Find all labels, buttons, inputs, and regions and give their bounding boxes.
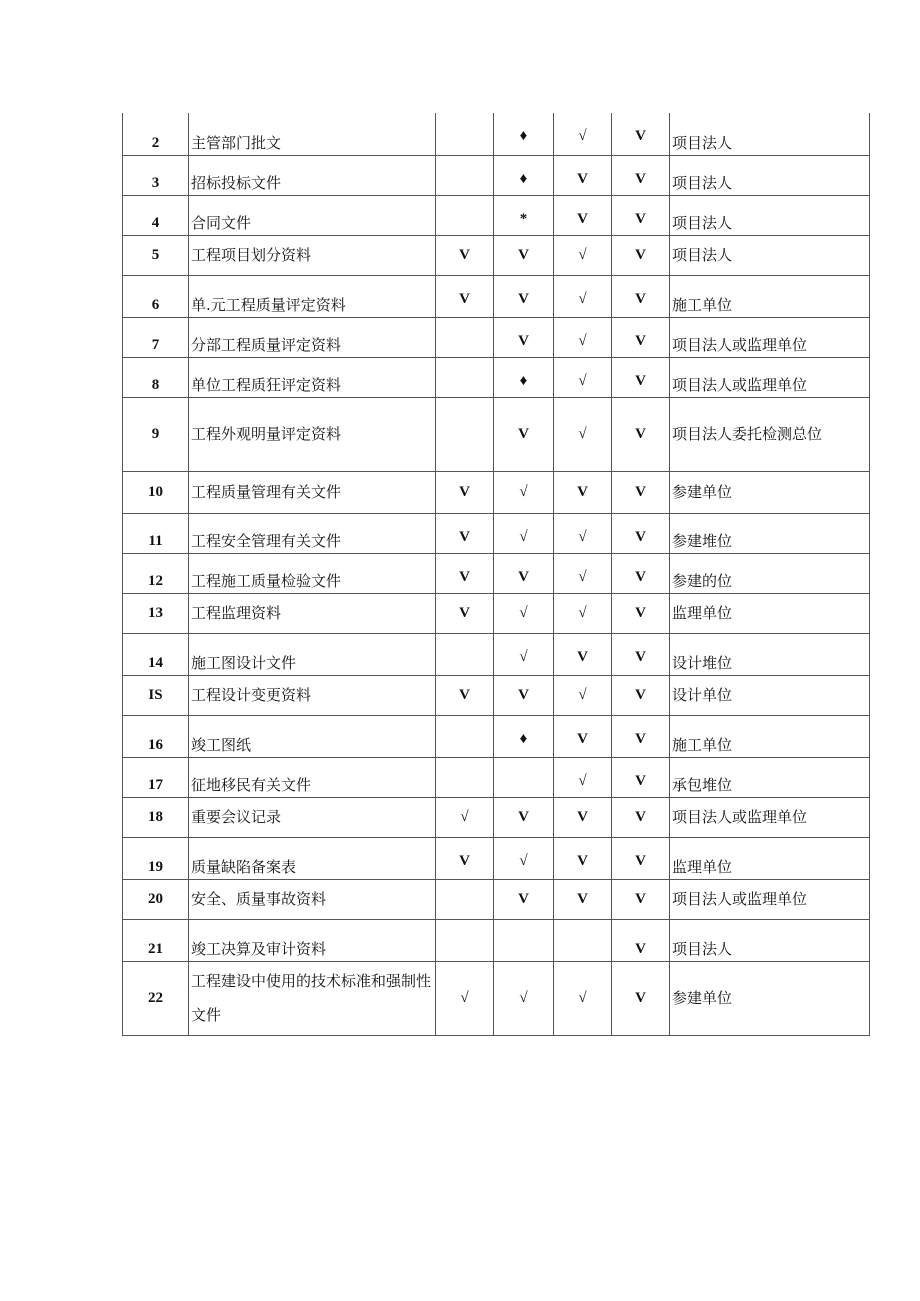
responsible-unit: 设计单位 [670, 675, 870, 715]
responsible-unit: 项目法人 [670, 155, 870, 195]
mark-col-4: V [612, 919, 670, 961]
document-name: 施工图设计文件 [189, 633, 436, 675]
document-name: 重要会议记录 [189, 797, 436, 837]
table-row [123, 397, 870, 471]
table-row [123, 797, 870, 837]
row-number: 2 [123, 113, 189, 155]
mark-col-4: V [612, 553, 670, 593]
mark-col-2: ♦ [494, 715, 554, 757]
row-number: 18 [123, 797, 189, 837]
mark-col-4: V [612, 797, 670, 837]
document-name: 质量缺陷备案表 [189, 837, 436, 879]
row-number: 19 [123, 837, 189, 879]
row-number: 14 [123, 633, 189, 675]
mark-col-3: √ [554, 757, 612, 797]
document-name: 工程质量管理有关文件 [189, 471, 436, 513]
responsible-unit: 项目法人或监理单位 [670, 879, 870, 919]
mark-col-2: V [494, 553, 554, 593]
mark-col-1: V [436, 235, 494, 275]
document-name: 工程项目划分资料 [189, 235, 436, 275]
table-row [123, 235, 870, 275]
mark-col-3: √ [554, 113, 612, 155]
mark-col-4: V [612, 155, 670, 195]
responsible-unit: 项目法人 [670, 919, 870, 961]
archive-table [122, 113, 870, 1036]
document-name: 竣工图纸 [189, 715, 436, 757]
mark-col-2: √ [494, 593, 554, 633]
mark-col-4: V [612, 471, 670, 513]
mark-col-2: √ [494, 513, 554, 553]
table-row [123, 553, 870, 593]
responsible-unit: 设计堆位 [670, 633, 870, 675]
mark-col-2: V [494, 675, 554, 715]
row-number: 6 [123, 275, 189, 317]
mark-col-4: V [612, 513, 670, 553]
mark-col-4: V [612, 195, 670, 235]
responsible-unit: 施工单位 [670, 715, 870, 757]
mark-col-4: V [612, 757, 670, 797]
table-row [123, 757, 870, 797]
mark-col-1 [436, 113, 494, 155]
table-row [123, 715, 870, 757]
mark-col-3: √ [554, 961, 612, 1035]
mark-col-3: √ [554, 397, 612, 471]
mark-col-2: √ [494, 837, 554, 879]
mark-col-4: V [612, 275, 670, 317]
document-name: 招标投标文件 [189, 155, 436, 195]
mark-col-4: V [612, 317, 670, 357]
mark-col-4: V [612, 357, 670, 397]
mark-col-3: √ [554, 593, 612, 633]
responsible-unit: 参建堆位 [670, 513, 870, 553]
mark-col-1 [436, 879, 494, 919]
table-row [123, 113, 870, 155]
mark-col-4: V [612, 113, 670, 155]
mark-col-1: √ [436, 797, 494, 837]
mark-col-4: V [612, 593, 670, 633]
mark-col-3: √ [554, 235, 612, 275]
mark-col-1: √ [436, 961, 494, 1035]
mark-col-1: V [436, 471, 494, 513]
mark-col-1 [436, 757, 494, 797]
table-row [123, 961, 870, 1035]
mark-col-3: V [554, 155, 612, 195]
mark-col-1 [436, 715, 494, 757]
mark-col-3: √ [554, 317, 612, 357]
mark-col-2: ♦ [494, 113, 554, 155]
document-name: 工程外观明量评定资料 [189, 397, 436, 471]
mark-col-3: V [554, 837, 612, 879]
row-number: 21 [123, 919, 189, 961]
mark-col-3: V [554, 797, 612, 837]
mark-col-3: √ [554, 675, 612, 715]
table-row [123, 317, 870, 357]
responsible-unit: 参建单位 [670, 471, 870, 513]
mark-col-1: V [436, 837, 494, 879]
mark-col-3: V [554, 195, 612, 235]
mark-col-3: √ [554, 513, 612, 553]
mark-col-1: V [436, 675, 494, 715]
responsible-unit: 项目法人 [670, 113, 870, 155]
row-number: 12 [123, 553, 189, 593]
mark-col-4: V [612, 961, 670, 1035]
mark-col-3 [554, 919, 612, 961]
table-row [123, 919, 870, 961]
mark-col-2: V [494, 275, 554, 317]
mark-col-4: V [612, 837, 670, 879]
mark-col-2: ♦ [494, 357, 554, 397]
mark-col-3: V [554, 633, 612, 675]
row-number: 8 [123, 357, 189, 397]
mark-col-4: V [612, 675, 670, 715]
document-name: 工程监理资料 [189, 593, 436, 633]
row-number: IS [123, 675, 189, 715]
table-row [123, 593, 870, 633]
responsible-unit: 项目法人委托检测总位 [670, 397, 870, 471]
responsible-unit: 监理单位 [670, 837, 870, 879]
mark-col-2 [494, 757, 554, 797]
table-row [123, 275, 870, 317]
document-name: 单.元工程质量评定资料 [189, 275, 436, 317]
document-name: 合同文件 [189, 195, 436, 235]
mark-col-1: V [436, 553, 494, 593]
mark-col-1 [436, 357, 494, 397]
responsible-unit: 参建单位 [670, 961, 870, 1035]
mark-col-4: V [612, 235, 670, 275]
row-number: 5 [123, 235, 189, 275]
mark-col-2: ♦ [494, 155, 554, 195]
table-row [123, 675, 870, 715]
mark-col-2 [494, 919, 554, 961]
mark-col-2: V [494, 235, 554, 275]
mark-col-3: √ [554, 357, 612, 397]
mark-col-1: V [436, 513, 494, 553]
row-number: 22 [123, 961, 189, 1035]
mark-col-2: V [494, 797, 554, 837]
responsible-unit: 项目法人 [670, 235, 870, 275]
mark-col-2: V [494, 317, 554, 357]
row-number: 9 [123, 397, 189, 471]
table-row [123, 357, 870, 397]
mark-col-1 [436, 155, 494, 195]
row-number: 16 [123, 715, 189, 757]
mark-col-3: V [554, 879, 612, 919]
document-name: 分部工程质量评定资料 [189, 317, 436, 357]
document-name: 主管部门批文 [189, 113, 436, 155]
document-name: 工程安全管理有关文件 [189, 513, 436, 553]
mark-col-1 [436, 195, 494, 235]
responsible-unit: 项目法人 [670, 195, 870, 235]
table-row [123, 513, 870, 553]
responsible-unit: 项目法人或监理单位 [670, 797, 870, 837]
mark-col-1: V [436, 593, 494, 633]
responsible-unit: 施工单位 [670, 275, 870, 317]
mark-col-1: V [436, 275, 494, 317]
mark-col-3: √ [554, 275, 612, 317]
table-row [123, 195, 870, 235]
table-row [123, 471, 870, 513]
document-name: 工程设计变更资料 [189, 675, 436, 715]
row-number: 4 [123, 195, 189, 235]
row-number: 10 [123, 471, 189, 513]
mark-col-4: V [612, 633, 670, 675]
row-number: 3 [123, 155, 189, 195]
row-number: 7 [123, 317, 189, 357]
table-row [123, 633, 870, 675]
mark-col-2: √ [494, 633, 554, 675]
row-number: 17 [123, 757, 189, 797]
mark-col-2: V [494, 879, 554, 919]
row-number: 20 [123, 879, 189, 919]
mark-col-2: * [494, 195, 554, 235]
mark-col-3: √ [554, 553, 612, 593]
mark-col-1 [436, 397, 494, 471]
mark-col-2: √ [494, 961, 554, 1035]
mark-col-4: V [612, 879, 670, 919]
mark-col-1 [436, 317, 494, 357]
responsible-unit: 项目法人或监理单位 [670, 357, 870, 397]
mark-col-4: V [612, 715, 670, 757]
table-row [123, 155, 870, 195]
document-name: 安全、质量事故资料 [189, 879, 436, 919]
responsible-unit: 监理单位 [670, 593, 870, 633]
mark-col-1 [436, 919, 494, 961]
responsible-unit: 参建的位 [670, 553, 870, 593]
mark-col-4: V [612, 397, 670, 471]
row-number: 11 [123, 513, 189, 553]
mark-col-2: V [494, 397, 554, 471]
document-name: 单位工程质狂评定资料 [189, 357, 436, 397]
document-name: 征地移民有关文件 [189, 757, 436, 797]
responsible-unit: 承包堆位 [670, 757, 870, 797]
table-row [123, 837, 870, 879]
mark-col-3: V [554, 715, 612, 757]
mark-col-1 [436, 633, 494, 675]
mark-col-2: √ [494, 471, 554, 513]
table-row [123, 879, 870, 919]
responsible-unit: 项目法人或监理单位 [670, 317, 870, 357]
document-name: 工程施工质量检验文件 [189, 553, 436, 593]
mark-col-3: V [554, 471, 612, 513]
document-name: 工程建设中使用的技术标准和强制性文件 [189, 961, 436, 1035]
row-number: 13 [123, 593, 189, 633]
document-name: 竣工决算及审计资料 [189, 919, 436, 961]
